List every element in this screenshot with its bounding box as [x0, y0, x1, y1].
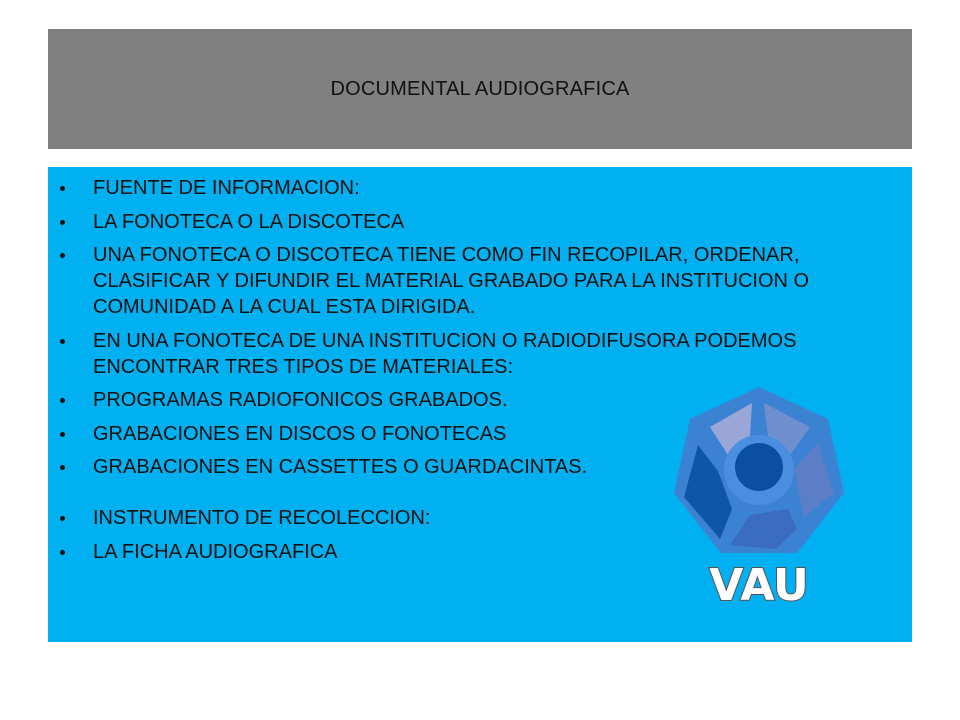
bullet-text: FUENTE DE INFORMACION:: [93, 177, 360, 199]
bullet-text: LA FONOTECA O LA DISCOTECA: [93, 210, 405, 233]
bullet-dot-icon: [60, 550, 65, 555]
bullet-text: LA FICHA AUDIOGRAFICA: [93, 540, 338, 563]
bullet-dot-icon: [60, 186, 65, 191]
title-bar: [48, 29, 912, 149]
bullet-item: [48, 209, 912, 235]
bullet-dot-icon: [60, 398, 65, 403]
bullet-text: PROGRAMAS RADIOFONICOS GRABADOS.: [93, 389, 508, 411]
bullet-item: [48, 242, 912, 320]
bullet-item: [48, 175, 912, 201]
bullet-text: EN UNA FONOTECA DE UNA INSTITUCION O RADIODIFUSORA PODEMOS ENCONTRAR TRES TIPOS DE MATERIALES:: [93, 329, 797, 378]
bullet-dot-icon: [60, 465, 65, 470]
bullet-text: INSTRUMENTO DE RECOLECCION:: [93, 507, 431, 529]
bullet-dot-icon: [60, 516, 65, 521]
bullet-item: [48, 328, 912, 380]
bullet-dot-icon: [60, 220, 65, 225]
logo-text: VAU: [709, 560, 809, 610]
bullet-text: GRABACIONES EN DISCOS O FONOTECAS: [93, 422, 507, 445]
bullet-dot-icon: [60, 339, 65, 344]
slide-title: DOCUMENTAL AUDIOGRAFICA: [330, 77, 630, 100]
bullet-text: GRABACIONES EN CASSETTES O GUARDACINTAS.: [93, 456, 588, 478]
bullet-dot-icon: [60, 253, 65, 258]
bullet-dot-icon: [60, 432, 65, 437]
vau-logo-icon: [672, 385, 847, 610]
bullet-text: UNA FONOTECA O DISCOTECA TIENE COMO FIN RECOPILAR, ORDENAR, CLASIFICAR Y DIFUNDIR EL MATERIAL GRABADO PARA LA INSTITUCION O COMUNIDAD A LA CUAL ESTA DIRIGIDA.: [93, 244, 810, 318]
